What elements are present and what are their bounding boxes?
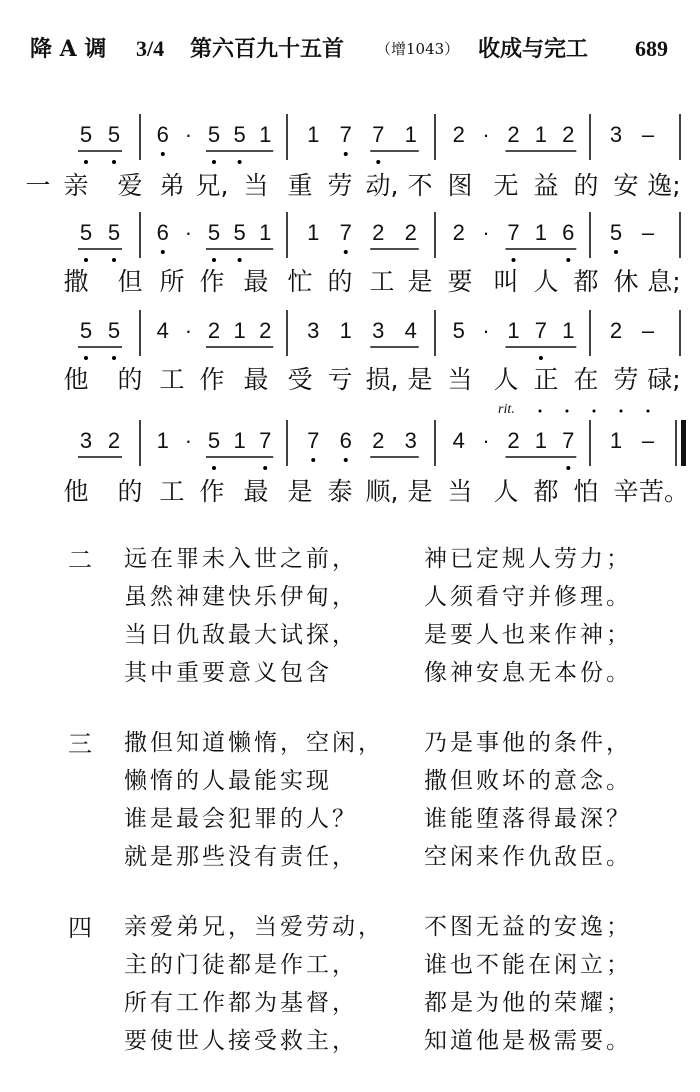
lyric-char: 最 (243, 365, 269, 394)
lyric-char: 苦。 (638, 477, 690, 506)
octave-dot (566, 466, 570, 470)
dot-duration: · (184, 220, 193, 245)
dot-duration: · (482, 122, 490, 147)
note: 7 (339, 220, 352, 245)
octave-dot (614, 250, 618, 254)
note: 2 (562, 122, 575, 147)
note: 5 (452, 318, 465, 343)
verses-block (0, 540, 700, 1092)
lyric-char: 顺, (365, 477, 399, 506)
note: 5 (233, 220, 246, 245)
octave-dot (212, 160, 216, 164)
lyric-char: 最 (243, 267, 269, 296)
hymn-alt-number: （增1043） (376, 40, 460, 58)
note: 3 (307, 318, 320, 343)
note: 1 (534, 122, 548, 147)
lyric-char: 劳 (613, 365, 639, 394)
score-svg (0, 0, 700, 520)
note: 5 (233, 122, 246, 147)
lyric-char: 的 (117, 365, 143, 394)
note: 2 (404, 220, 417, 245)
octave-dot (84, 258, 88, 262)
note: 2 (609, 318, 623, 343)
octave-dot (212, 258, 216, 262)
note: 7 (339, 122, 352, 147)
octave-dot (161, 152, 165, 156)
dash-duration: – (641, 428, 655, 453)
note: 5 (207, 220, 221, 245)
note: 5 (107, 318, 121, 343)
rit-dot (647, 410, 650, 413)
note: 2 (259, 318, 272, 343)
note: 1 (562, 318, 575, 343)
dot-duration: · (184, 318, 193, 343)
note: 6 (156, 122, 169, 147)
note: 3 (609, 122, 623, 147)
dash-duration: – (641, 318, 655, 343)
note: 1 (233, 428, 246, 453)
note: 7 (307, 428, 320, 453)
lyric-char: 安 (613, 171, 639, 200)
lyric-char: 碌; (647, 365, 681, 394)
note: 7 (534, 318, 548, 343)
lyric-char: 要 (447, 267, 473, 296)
dash-duration: – (641, 220, 655, 245)
note: 7 (562, 428, 575, 453)
key-signature: 降 A 调 (30, 36, 107, 62)
note: 1 (156, 428, 169, 453)
lyric-char: 是 (287, 477, 313, 506)
verse-4: 四 亲爱弟兄，当爱劳动， 不图无益的安逸； 主的门徒都是作工， 谁也不能在闲立； 所有工作都为基督， 都是为他的荣耀； 要使世人接受救主， 知道他是极需要。 (0, 908, 700, 1092)
lyric-char: 都 (573, 267, 599, 296)
lyric-char: 正 (533, 365, 559, 394)
lyric-char: 是 (407, 365, 433, 394)
note: 5 (79, 318, 93, 343)
lyric-char: 但 (117, 267, 143, 296)
lyric-char: 叫 (493, 267, 519, 296)
note: 1 (404, 122, 417, 147)
note: 3 (79, 428, 93, 453)
note: 1 (534, 428, 548, 453)
lyric-char: 是 (407, 477, 433, 506)
note: 6 (339, 428, 352, 453)
lyric-char: 重 (287, 171, 313, 200)
lyric-char: 亏 (327, 365, 353, 394)
octave-dot (344, 250, 348, 254)
lyric-char: 人 (493, 365, 519, 394)
note: 1 (259, 220, 272, 245)
octave-dot (84, 356, 88, 360)
lyric-char: 亲 (63, 171, 89, 200)
octave-dot (212, 466, 216, 470)
dot-duration: · (482, 318, 490, 343)
verse-number: 二 (68, 546, 92, 574)
note: 6 (156, 220, 169, 245)
lyric-char: 怕 (573, 477, 599, 506)
note: 5 (107, 122, 121, 147)
lyric-char: 所 (159, 267, 185, 296)
note: 1 (507, 318, 520, 343)
lyric-char: 当 (447, 477, 473, 506)
note: 6 (562, 220, 575, 245)
octave-dot (344, 152, 348, 156)
lyric-char: 逸; (647, 171, 681, 200)
note: 2 (507, 428, 520, 453)
octave-dot (344, 458, 348, 462)
lyric-char: 他 (63, 477, 89, 506)
rit-dot (620, 410, 623, 413)
verse-2: 二 远在罪未入世之前， 神已定规人劳力； 虽然神建快乐伊甸， 人须看守并修理。 当日仇敌最大试探， 是要人也来作神； 其中重要意义包含 像神安息无本份。 (0, 540, 700, 724)
dot-duration: · (184, 122, 193, 147)
lyric-char: 他 (63, 365, 89, 394)
note: 1 (339, 318, 352, 343)
note: 3 (404, 428, 417, 453)
note: 1 (307, 122, 320, 147)
lyric-char: 作 (199, 365, 225, 394)
note: 1 (259, 122, 272, 147)
lyric-char: 的 (573, 171, 599, 200)
note: 4 (156, 318, 169, 343)
lyric-char: 益 (533, 171, 559, 200)
dot-duration: · (184, 428, 193, 453)
lyric-char: 忙 (287, 267, 313, 296)
lyric-char: 辛 (613, 477, 639, 506)
hymn-title: 第六百九十五首 (190, 36, 345, 62)
note: 5 (207, 428, 221, 453)
octave-dot (112, 356, 116, 360)
octave-dot (263, 466, 267, 470)
octave-dot (311, 458, 315, 462)
lyric-char: 工 (369, 267, 395, 296)
octave-dot (376, 160, 380, 164)
lyric-char: 不 (407, 171, 433, 200)
lyric-char: 当 (243, 171, 269, 200)
lyric-char: 在 (573, 365, 599, 394)
octave-dot (539, 356, 543, 360)
note: 1 (307, 220, 320, 245)
lyric-char: 人 (533, 267, 559, 296)
note: 2 (372, 220, 385, 245)
note: 1 (233, 318, 246, 343)
hymn-subject: 收成与完工 (478, 36, 589, 62)
note: 4 (404, 318, 417, 343)
note: 2 (452, 122, 465, 147)
verse-number: 三 (68, 730, 92, 758)
lyric-char: 爱 (117, 171, 143, 200)
lyric-char: 动, (365, 171, 399, 200)
note: 2 (452, 220, 465, 245)
octave-dot (112, 258, 116, 262)
time-signature: 3/4 (136, 36, 165, 61)
lyric-char: 作 (199, 477, 225, 506)
lyric-char: 弟 (159, 171, 185, 200)
note: 5 (207, 122, 221, 147)
lyric-char: 无 (493, 171, 519, 200)
note: 2 (207, 318, 221, 343)
verse-3: 三 撒但知道懒惰，空闲， 乃是事他的条件， 懒惰的人最能实现 撒但败坏的意念。 谁是最会犯罪的人？ 谁能堕落得最深？ 就是那些没有责任， 空闲来作仇敌臣。 (0, 724, 700, 908)
octave-dot (512, 258, 516, 262)
verse-1-number: 一 (25, 171, 51, 200)
lyric-char: 的 (117, 477, 143, 506)
rit-dot (593, 410, 596, 413)
octave-dot (238, 160, 242, 164)
page-number: 689 (635, 36, 668, 61)
lyric-char: 工 (159, 477, 185, 506)
lyric-char: 的 (327, 267, 353, 296)
lyric-char: 泰 (327, 477, 353, 506)
lyric-char: 都 (533, 477, 559, 506)
lyric-char: 作 (199, 267, 225, 296)
note: 7 (372, 122, 385, 147)
lyric-char: 息; (647, 267, 681, 296)
note: 1 (534, 220, 548, 245)
rit-dot (566, 410, 569, 413)
dash-duration: – (641, 122, 655, 147)
note: 2 (107, 428, 121, 453)
lyric-char: 图 (447, 171, 473, 200)
note: 7 (507, 220, 520, 245)
note: 5 (79, 122, 93, 147)
lyric-char: 是 (407, 267, 433, 296)
dot-duration: · (482, 428, 490, 453)
music-score (0, 0, 700, 520)
lyric-char: 损, (365, 365, 399, 394)
octave-dot (161, 250, 165, 254)
note: 7 (259, 428, 272, 453)
lyric-char: 当 (447, 365, 473, 394)
note: 3 (372, 318, 385, 343)
octave-dot (238, 258, 242, 262)
lyric-char: 工 (159, 365, 185, 394)
lyric-char: 人 (493, 477, 519, 506)
verse-number: 四 (68, 914, 92, 942)
note: 5 (609, 220, 623, 245)
ritardando-mark: rit. (498, 402, 515, 417)
lyric-char: 撒 (63, 267, 89, 296)
lyric-char: 最 (243, 477, 269, 506)
octave-dot (112, 160, 116, 164)
lyric-char: 劳 (327, 171, 353, 200)
note: 1 (609, 428, 623, 453)
lyric-char: 兄, (195, 171, 229, 200)
lyric-char: 休 (613, 267, 639, 296)
octave-dot (566, 258, 570, 262)
final-bar-thick (681, 420, 686, 466)
dot-duration: · (482, 220, 490, 245)
note: 2 (372, 428, 385, 453)
rit-dot (539, 410, 542, 413)
lyric-char: 受 (287, 365, 313, 394)
note: 5 (107, 220, 121, 245)
octave-dot (84, 160, 88, 164)
note: 2 (507, 122, 520, 147)
note: 5 (79, 220, 93, 245)
note: 4 (452, 428, 465, 453)
